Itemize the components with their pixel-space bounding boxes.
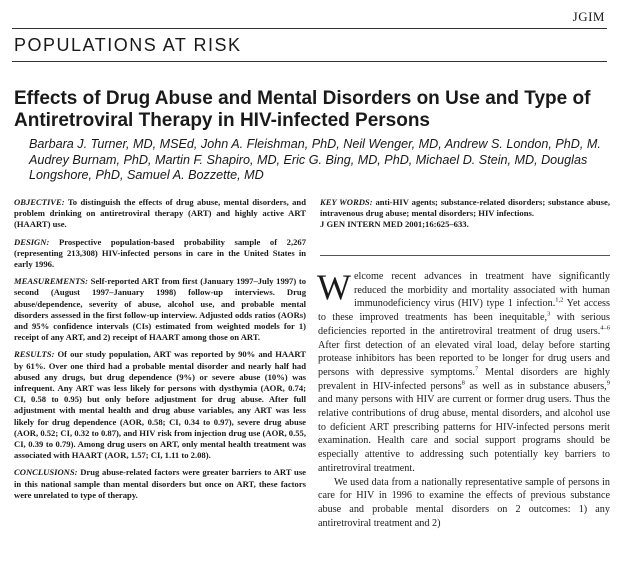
keywords-rule <box>320 255 610 256</box>
body-text-run: Yet access to these improved treatments has been inequitable, <box>318 298 610 324</box>
abstract-measurements <box>14 276 306 343</box>
results-text: Of our study population, ART was reported by 90% and HAART by 61%. Over one third had a probable mental disorder and nearly half had abused any drugs, but drug dependence (9%) or severe abuse (10%) was infrequent. Any ART was less likely for persons with dysthymia (AOR, 0.74; CI, 0.58 to 0.95) but only before adjustment for drug abuse. After full adjustment with mental health and drug abuse variables, any ART was less likely for drug dependence (AOR, 0.58; CI, 0.34 to 0.97), severe drug abuse (AOR, 0.52; CI, 0.32 to 0.87), and HIV risk from injection drug use (AOR, 0.55, CI, 0.39 to 0.79). Among drug users on ART, only mental health treatment was associated with HAART (AOR, 1.57; CI, 1.11 to 2.08). <box>14 349 306 461</box>
citation-ref: 9 <box>606 379 610 387</box>
abstract-results <box>14 349 306 461</box>
body-text-run: elcome recent advances in treatment have significantly reduced the morbidity and mortality associated with human immunodeficiency virus (HIV) type 1 infection. <box>353 271 610 310</box>
section-rule <box>12 61 607 62</box>
results-label: RESULTS: <box>14 349 55 360</box>
citation-ref: 7 <box>474 365 479 373</box>
body-text-run: and many persons with HIV are current or former drug users. Thus the relative contributions of drug abuse, mental disorders, and alcohol use to deficient ART prescribing patterns for HIV-infected persons merit examination. Health care and social support programs should be especially attentive to addressing such potentially key barriers to antiretroviral treatment. <box>318 394 610 474</box>
abstract-objective <box>14 197 306 231</box>
citation: J GEN INTERN MED 2001;16:625–633. <box>320 219 469 230</box>
body-text-run: After first detection of an elevated viral load, delay before starting protease inhibitors has been reported to be longer for drug users and persons with depressive symptoms. <box>318 339 610 378</box>
keywords-text: anti-HIV agents; substance-related disorders; substance abuse, intravenous drug abuse; mental disorders; HIV infections. <box>320 197 610 219</box>
body-text <box>317 267 610 530</box>
keywords-label: KEY WORDS: <box>320 197 373 207</box>
body-text-run: as well as in substance abusers, <box>464 380 607 392</box>
author-list: Barbara J. Turner, MD, MSEd, John A. Fleishman, PhD, Neil Wenger, MD, Andrew S. London, PhD, M. Audrey Burnam, PhD, Martin F. Shapiro, MD, Eric G. Bing, MD, PhD, Michael D. Stein, MD, Douglas Longshore, PhD, Samuel A. Bozzette, MD <box>29 137 601 182</box>
objective-text: To distinguish the effects of drug abuse, mental disorders, and problem drinking on antiretroviral therapy (ART) and highly active ART (HAART) use. <box>14 197 306 230</box>
design-text: Prospective population-based probability sample of 2,267 (representing 213,308) HIV-infected persons in care in the United States in early 1996. <box>14 236 306 270</box>
abstract-design <box>14 237 306 271</box>
citation-ref: 1,2 <box>555 297 564 305</box>
keywords-block <box>320 197 610 231</box>
drop-cap: W <box>317 267 351 307</box>
conclusions-text: Drug abuse-related factors were greater barriers to ART use in this national sample than mental disorders but once on ART, these factors were unrelated to type of therapy. <box>14 467 306 500</box>
body-paragraph-1 <box>317 267 610 476</box>
section-heading: POPULATIONS AT RISK <box>14 35 242 55</box>
body-text-run: with serious deficiencies reported in the antiretroviral treatment of drug users. <box>318 312 610 337</box>
citation-ref: 4–6 <box>600 324 610 332</box>
body-paragraph-2: We used data from a nationally representative sample of persons in care for HIV in 1996 to examine the effects of previous substance abuse and probable mental disorders on 2 outcomes: 1) any antiretroviral treatment and 2) <box>318 476 610 529</box>
keywords <box>320 197 610 219</box>
body-text-run: Mental disorders are highly prevalent in HIV-infected persons <box>318 366 610 392</box>
measurements-label: MEASUREMENTS: <box>14 276 89 287</box>
design-label: DESIGN: <box>14 236 50 247</box>
abstract <box>14 197 306 507</box>
header-rule <box>12 28 607 29</box>
citation-ref: 3 <box>547 310 551 318</box>
measurements-text: Self-reported ART from first (January 1997–July 1997) to second (August 1997–January 1998) follow-up interviews. Drug abuse/dependence, severity of abuse, alcohol use, and probable mental disorders assessed in the first follow-up interview. Adjusted odds ratios (AORs) and 95% confidence intervals (CIs) estimated from weighted models for 1) receipt of any ART, and 2) receipt of HAART among those on ART. <box>14 276 306 343</box>
conclusions-label: CONCLUSIONS: <box>14 467 78 478</box>
article-title: Effects of Drug Abuse and Mental Disorders on Use and Type of Antiretroviral Therapy in HIV-infected Persons <box>14 88 591 131</box>
objective-label: OBJECTIVE: <box>14 197 65 207</box>
journal-name: JGIM <box>572 9 605 24</box>
abstract-conclusions <box>14 467 306 501</box>
citation-ref: 8 <box>461 379 465 387</box>
